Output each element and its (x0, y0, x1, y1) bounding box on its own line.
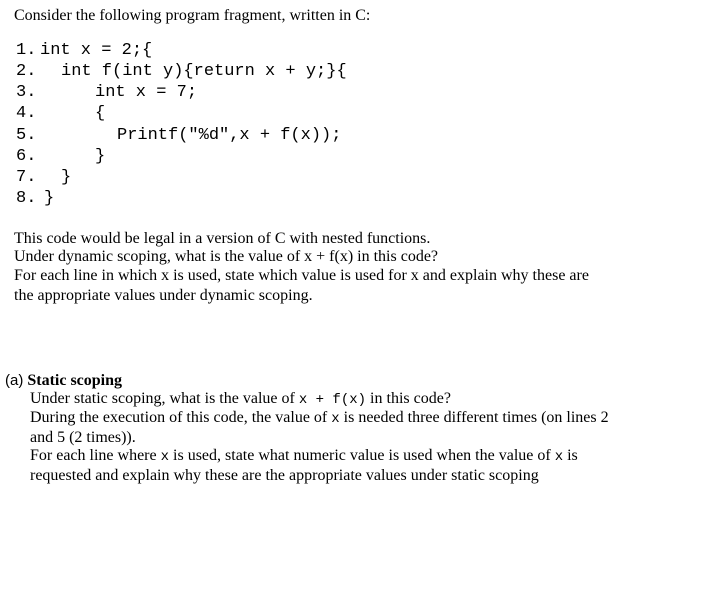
static-text-1-post: in this code? (370, 390, 451, 407)
line-number: 6. (16, 147, 37, 166)
intro-text: Consider the following program fragment, written in C: (14, 7, 371, 24)
code-text: } (61, 168, 72, 187)
static-text-4-pre: For each line where (30, 447, 157, 464)
static-text-4-post: is (567, 447, 578, 464)
part-label: (a) (5, 372, 24, 389)
code-text: } (44, 189, 55, 208)
static-text-4-mid: is used, state what numeric value is used when the value of (173, 447, 551, 464)
code-text: Printf("%d",x + f(x)); (117, 126, 342, 145)
line-number: 1. (16, 41, 37, 60)
static-text-3: and 5 (2 times)). (30, 429, 136, 446)
code-line-3 (16, 82, 198, 103)
code-line-5 (16, 125, 342, 146)
static-heading (5, 371, 122, 390)
static-text-2 (30, 408, 609, 429)
line-number: 5. (16, 126, 37, 145)
static-text-2-code: x (331, 411, 340, 427)
dynamic-text-2: Under dynamic scoping, what is the value of x + f(x) in this code? (14, 248, 439, 265)
static-text-1-pre: Under static scoping, what is the value of (30, 390, 295, 407)
static-text-5: requested and explain why these are the appropriate values under static scoping (30, 467, 539, 484)
static-text-2-post: is needed three different times (on lines 2 (343, 409, 609, 426)
static-text-1-code: x + f(x) (298, 392, 367, 408)
static-title: Static scoping (27, 372, 123, 389)
static-text-4-code1: x (160, 449, 170, 465)
static-text-1 (30, 389, 451, 410)
code-line-2 (16, 61, 347, 82)
line-number: 3. (16, 83, 37, 102)
static-text-4 (30, 446, 578, 467)
line-number: 2. (16, 62, 37, 81)
code-line-4 (16, 103, 106, 124)
code-text: int x = 7; (95, 83, 198, 102)
code-line-8 (16, 188, 57, 209)
code-text: { (95, 104, 106, 123)
code-block (16, 40, 576, 212)
line-number: 4. (16, 104, 37, 123)
dynamic-text-3: For each line in which x is used, state which value is used for x and explain why these are (14, 267, 589, 284)
code-line-6 (16, 146, 106, 167)
static-text-2-pre: During the execution of this code, the value of (30, 409, 328, 426)
dynamic-text-1: This code would be legal in a version of C with nested functions. (14, 230, 431, 247)
code-line-7 (16, 167, 72, 188)
code-text: int f(int y){return x + y;}{ (61, 62, 347, 81)
line-number: 7. (16, 168, 37, 187)
code-text: int x = 2;{ (40, 41, 153, 60)
dynamic-text-4: the appropriate values under dynamic scoping. (14, 287, 313, 304)
code-text: } (95, 147, 106, 166)
line-number: 8. (16, 189, 37, 208)
code-line-1 (16, 40, 153, 61)
static-text-4-code2: x (554, 449, 564, 465)
